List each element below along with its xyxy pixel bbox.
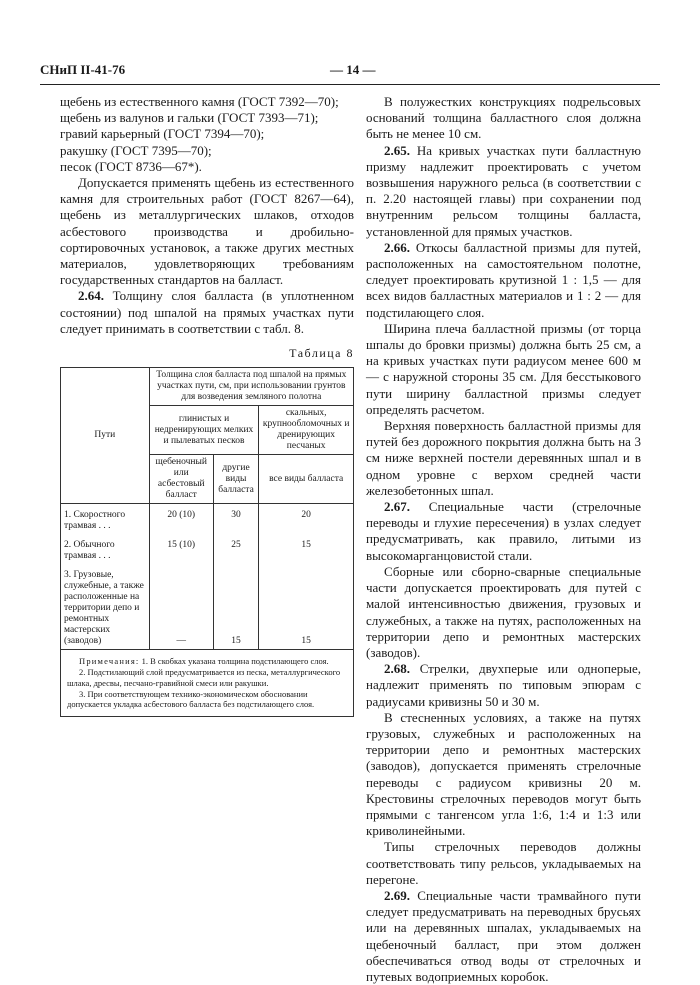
section-2-64 (60, 288, 354, 337)
row-name: 3. Грузовые, служебные, а также расположенные на территории депо и ремонтных мастерских (заводов) (61, 564, 150, 650)
cell-crushed: 20 (10) (149, 504, 213, 535)
header-route: Пути (61, 368, 150, 504)
row-name: 1. Скоростного трамвая . . . (61, 504, 150, 535)
section-number: 2.66. (384, 239, 410, 255)
header-clay-soils: глинистых и недренирующих мелких и пылеватых песков (149, 406, 259, 455)
table-caption: Таблица 8 (289, 346, 354, 361)
paragraph: В стесненных условиях, а также на путях грузовых, служебных и расположенных на территории депо и ремонтных мастерских (заводов), допускается применять стрелочные переводы с радиусом кривизны 20 м. Крестовины стрелочных переводов могут быть прямыми с тангенсом угла 1:6, 1:4 и 1:3 или криволинейными. (366, 709, 641, 839)
list-item: гравий карьерный (ГОСТ 7394—70); (60, 126, 265, 142)
section-text: Толщину слоя балласта (в уплотненном состоянии) под шпалой на прямых участках пути следует принимать в соответствии с табл. 8. (60, 288, 355, 336)
left-column (60, 94, 354, 717)
table-row (61, 534, 354, 564)
header-thickness: Толщина слоя балласта под шпалой на прямых участках пути, см, при использовании грунтов для возведения земляного полотна (149, 368, 353, 406)
section-number: 2.69. (384, 887, 410, 903)
paragraph: Верхняя поверхность балластной призмы для путей без дорожного покрытия должна быть на 3 см ниже верхней постели деревянных шпал и в одном уровне с верхом средней части железобетонных шпал. (366, 418, 641, 498)
note: 1. В скобках указана толщина подстилающего слоя. (141, 656, 329, 667)
cell-other: 15 (213, 564, 259, 650)
table-notes (61, 650, 354, 717)
table-8 (60, 367, 354, 717)
section-number: 2.68. (384, 661, 410, 677)
section-text: Откосы балластной призмы для путей, расположенных на самостоятельном полотне, следует проектировать крутизной 1 : 1,5 — для всех видов балластных материалов и 1 : 2 — для подстилающего слоя. (366, 239, 642, 320)
note: 2. Подстилающий слой предусматривается из песка, металлургического шлака, дресвы, песчано-гравийной смеси или ракушки. (67, 667, 341, 688)
list-item: ракушку (ГОСТ 7395—70); (60, 142, 212, 158)
section-number: 2.64. (78, 288, 104, 304)
paragraph: В полужестких конструкциях подрельсовых оснований толщина балластного слоя должна быть не менее 10 см. (366, 94, 641, 142)
cell-crushed: 15 (10) (149, 534, 213, 564)
cell-all: 20 (259, 504, 354, 535)
table-row (61, 504, 354, 535)
section-text: На кривых участках пути балластную призму надлежит проектировать с учетом возвышения наружного рельса (в соответствии с п. 2.20 настоящей главы) при сохранении под внутренним рельсом толщины балласта, установленной для прямых участков. (366, 142, 642, 239)
header-rule (40, 84, 660, 85)
table-row (61, 564, 354, 650)
section-text: Специальные части (стрелочные переводы и глухие пересечения) в узлах следует предусматривать, как правило, литыми из высокомарганцовистой стали. (366, 499, 641, 563)
cell-crushed: — (149, 564, 213, 650)
section-2-67 (366, 499, 641, 564)
section-2-66 (366, 240, 641, 321)
list-item: песок (ГОСТ 8736—67*). (60, 158, 202, 174)
list-item: щебень из естественного камня (ГОСТ 7392—70); (60, 94, 339, 109)
section-2-69 (366, 888, 641, 985)
right-column (366, 94, 641, 985)
header-crushed: щебеночный или асбестовый балласт (149, 455, 213, 504)
section-2-65 (366, 143, 641, 240)
paragraph: Ширина плеча балластной призмы (от торца шпалы до бровки призмы) должна быть 25 см, а на кривых участках пути радиусом менее 600 м — с наружной стороны 35 см. Для бесстыкового пути ширину балластной призмы следует определять расчетом. (366, 320, 641, 417)
row-name: 2. Обычного трамвая . . . (61, 534, 150, 564)
section-text: Стрелки, двухперые или одноперые, надлежит применять по типовым эпюрам с радиусами кривизны 50 и 30 м. (366, 661, 641, 709)
ballast-materials-list (60, 94, 354, 175)
section-2-68 (366, 661, 641, 710)
section-text: Специальные части трамвайного пути следует предусматривать на переводных брусьях или на деревянных шпалах, укладываемых на щебеночный балласт, при этом должен обеспечиваться отвод воды от стрелочных и путевых водоприемных коробок. (366, 887, 641, 984)
cell-other: 30 (213, 504, 259, 535)
section-number: 2.65. (384, 142, 410, 158)
list-item: щебень из валунов и гальки (ГОСТ 7393—71); (60, 110, 319, 126)
notes-label: Примечания: (79, 656, 140, 667)
header-rock-soils: скальных, крупнообломочных и дренирующих песчаных (259, 406, 354, 455)
note: 3. При соответствующем технико-экономическом обосновании допускается укладка асбестового балласта без подстилающего слоя. (67, 688, 315, 710)
paragraph: Типы стрелочных переводов должны соответствовать типу рельсов, укладываемых на перегоне. (366, 839, 641, 887)
section-number: 2.67. (384, 499, 410, 515)
header-other: другие виды балласта (213, 455, 259, 504)
cell-all: 15 (259, 534, 354, 564)
page-header (40, 62, 660, 82)
document-code: СНиП II-41-76 (40, 62, 126, 77)
page-number: — 14 — (330, 62, 376, 77)
cell-all: 15 (259, 564, 354, 650)
header-all: все виды балласта (259, 455, 354, 504)
paragraph: Допускается применять щебень из естественного камня для строительных работ (ГОСТ 8267—64), щебень из металлургических шлаков, отходов асбестового производства и дробильно-сортировочных установок, а также других местных материалов, удовлетворяющих требованиям государственных стандартов на балласт. (60, 175, 354, 288)
cell-other: 25 (213, 534, 259, 564)
paragraph: Сборные или сборно-сварные специальные части допускается проектировать для путей с малой интенсивностью движения, грузовых и служебных, а также на путях, расположенных на территории депо и ремонтных мастерских (заводов). (366, 563, 641, 660)
